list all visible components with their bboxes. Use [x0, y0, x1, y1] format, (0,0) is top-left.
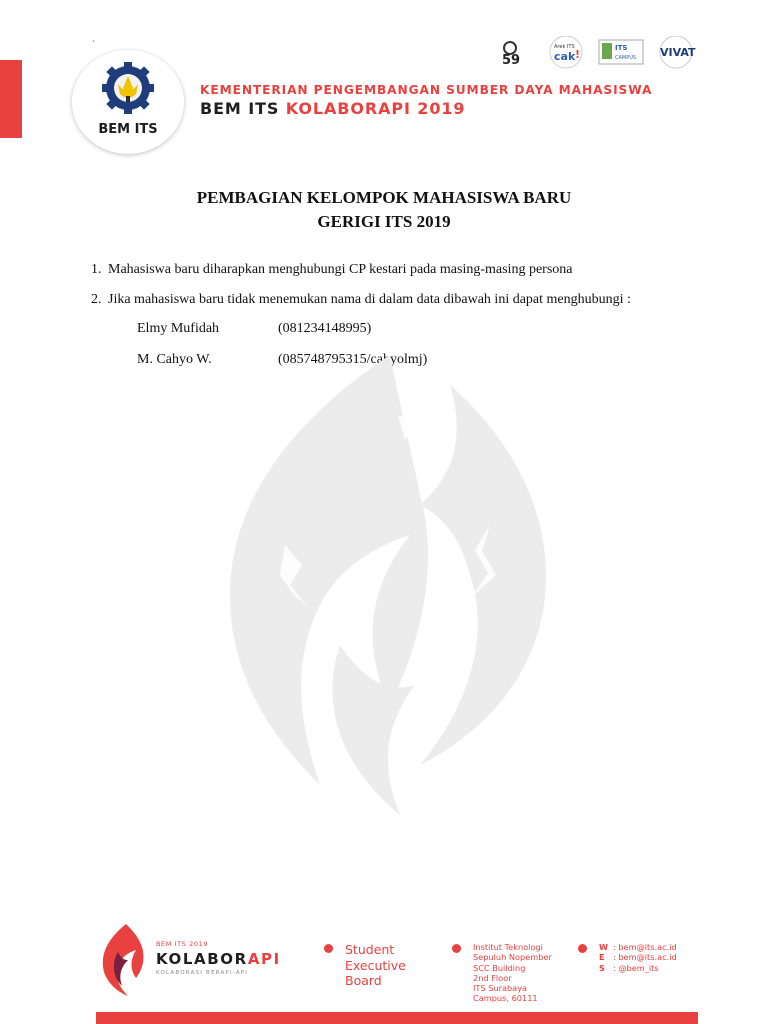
footer — [96, 922, 696, 1002]
seb-line: Executive — [345, 957, 406, 973]
list-number: 1. — [91, 262, 102, 277]
title-line-2: GERIGI ITS 2019 — [317, 212, 451, 231]
org-prefix: BEM ITS — [200, 99, 280, 118]
bullet-dot-icon — [452, 944, 461, 953]
fire-watermark-icon — [190, 345, 580, 830]
org-heading — [200, 99, 465, 118]
svg-text:cak: cak — [554, 50, 576, 63]
svg-text:!: ! — [575, 48, 581, 61]
address-line: 2nd Floor — [473, 972, 512, 983]
contact-key: E — [599, 952, 605, 963]
contact-name: M. Cahyo W. — [137, 352, 212, 367]
title-line-1: PEMBAGIAN KELOMPOK MAHASISWA BARU — [196, 188, 572, 207]
stray-mark: ` — [92, 40, 96, 51]
address-line: Campus, 60111 — [473, 993, 538, 1004]
address-line: ITS Surabaya — [473, 983, 528, 994]
list-number: 2. — [91, 292, 102, 307]
bem-its-logo — [72, 50, 184, 154]
list-item — [91, 292, 631, 308]
svg-text:VIVAT: VIVAT — [660, 46, 696, 59]
address-line: Institut Teknologi — [473, 942, 543, 952]
footer-accent-bar — [96, 1012, 698, 1024]
org-theme: KOLABORAPI 2019 — [285, 99, 466, 118]
address-line: Sepuluh Nopember — [473, 952, 552, 963]
gear-emblem-icon — [100, 60, 156, 122]
brand-dark: KOLABOR — [156, 950, 248, 968]
list-text: Mahasiswa baru diharapkan menghubungi CP kestari pada masing-masing persona — [108, 262, 573, 277]
contact-name: Elmy Mufidah — [137, 321, 220, 336]
bullet-dot-icon — [324, 944, 333, 953]
its-59-logo-icon — [502, 42, 520, 68]
its-eco-campus-logo-icon — [599, 40, 643, 64]
kolaborapi-flame-icon — [96, 922, 152, 998]
svg-text:59: 59 — [502, 53, 521, 68]
brand-red: API — [247, 950, 281, 968]
logo-label: BEM ITS — [98, 122, 158, 137]
svg-text:CAMPUS: CAMPUS — [615, 55, 637, 61]
side-accent-bar — [0, 60, 22, 138]
document-title — [0, 186, 768, 234]
kolaborapi-brand — [156, 950, 281, 968]
contact-key: W — [599, 942, 609, 952]
list-text: Jika mahasiswa baru tidak menemukan nama di dalam data dibawah ini dapat menghubungi : — [108, 292, 631, 307]
sponsor-logos — [498, 36, 702, 75]
student-executive-board — [345, 942, 406, 989]
kolaborapi-small-title: BEM ITS 2019 — [156, 940, 209, 948]
seb-line: Board — [345, 973, 382, 988]
contact-value: : bem@its.ac.id — [613, 942, 677, 952]
bullet-dot-icon — [578, 944, 587, 953]
kolaborapi-tagline: KOLABORASI BERAPI-API — [156, 970, 249, 976]
address-line: SCC Building — [473, 962, 526, 973]
contact-phone: (081234148995) — [278, 321, 372, 336]
seb-line: Student — [345, 942, 395, 957]
svg-text:Arek ITS: Arek ITS — [554, 44, 575, 50]
list-item — [91, 262, 572, 278]
vivat-logo-icon — [660, 36, 696, 68]
contact-key: S — [599, 962, 605, 973]
ministry-heading: KEMENTERIAN PENGEMBANGAN SUMBER DAYA MAHASISWA — [200, 83, 653, 97]
arek-its-cak-logo-icon — [550, 36, 582, 68]
contact-value: : bem@its.ac.id — [613, 952, 677, 963]
contact-block — [599, 942, 677, 973]
contact-phone: (085748795315/cahyolmj) — [278, 352, 428, 367]
address-block — [473, 942, 552, 1004]
contact-value: : @bem_its — [613, 962, 659, 973]
svg-text:ITS: ITS — [615, 44, 628, 52]
